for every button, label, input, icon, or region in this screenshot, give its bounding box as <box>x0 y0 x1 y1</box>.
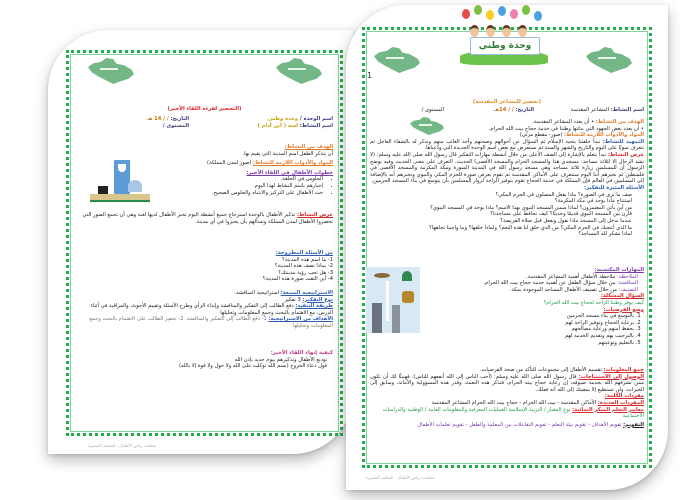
left-page-content <box>70 54 339 432</box>
goal-text: أن يتذكر الطفل اسم المدينة التي يقيم بها. <box>242 150 333 157</box>
question-item: استنتاج ماذا يوجد في مكة المكرمة؟ <box>554 198 632 205</box>
skill-text: ملاحظة الأطفال أهمية المشاعر المقدسة. <box>526 273 616 280</box>
balloon-icon <box>486 10 494 20</box>
activity-value: لعبة ( أين أدام ) <box>257 122 299 129</box>
skill-text: من خلال سؤال الطفل عن أهمية خدمة حجاج بيت الله الحرام. <box>483 280 616 287</box>
evaluation-text: تقويم الأهداف - تقويم بيئة التعلم - تقويم التفاعلات بين المعلمة والطفل - تقويم تعلمات الأطفال <box>417 421 622 428</box>
date-label: التاريخ: <box>170 116 189 122</box>
questions-label: الأسئلة المثيرة للتفكير: <box>584 184 644 191</box>
balloon-icon <box>498 6 506 16</box>
balloon-icon <box>522 5 530 15</box>
balloon-icon <box>510 9 518 19</box>
level-label: المستوى / <box>421 107 444 113</box>
question-item: 2- بماذا تصف هذه المدينة؟ <box>274 263 333 270</box>
question-item: 3- هل تحب رؤية مدينتك؟ <box>278 269 333 276</box>
left-document-page <box>48 30 353 454</box>
activity-label: اسم النشاط: <box>299 122 333 129</box>
closing-label: مفردات الكلمة: <box>604 393 644 400</box>
presentation-text: تذكير الأطفال بالوحدة استرجاع جميع أنشطة اليوم تخبر الأطفال لديها لعبة وهي أن تجمع الصور التي تحضروا الأطفال لمدن المملكة وتسألهم بأن يخبروا في أي مدينة. <box>82 212 333 225</box>
goal-item: أن يعدد بعض الجهود التي بذلتها وطننا في خدمة حجاج بيت الله الحرام. <box>488 125 640 132</box>
data-collection-text: تقسيم الأطفال إلى مجموعات للتأكد من صحة الفرضيات. <box>479 367 602 373</box>
materials-heading: المواد والأدوات اللازمة للنشاط: <box>253 160 333 167</box>
date-label: التاريخ: <box>515 107 534 113</box>
list-item: 4. بالترحيب بهم وتقديم الخدمة لهم <box>444 333 634 340</box>
problem-text: كيف يوفر وطننا الراحة لحجاج بيت الله الحرام؟ <box>543 299 644 306</box>
evaluation-label: التقويم: <box>623 421 644 428</box>
strategy-value: استراتيجية المناقشة. <box>234 290 280 296</box>
list-item: 3. بحفظ أمنهم ورعاية مصالحهم <box>444 326 634 333</box>
unit-value: وحدة وطني <box>267 116 299 122</box>
list-item: • حث الأطفال على التركيز والانتباه والجلوس الصحيح. <box>123 190 323 197</box>
page-number: 1 <box>367 71 373 80</box>
goal-label: الهدف من النشاط: <box>595 119 644 125</box>
data-collection-label: جمع المعلومات: <box>603 367 644 373</box>
question-item: 1- ما اسم هذه المدينة؟ <box>282 256 333 263</box>
right-document-page <box>346 5 668 490</box>
standards-text: نوع المعيار / التربية الإسلامية العمليات المعرفية والمعلومات العامة / الوطنية والدراسات الاجتماعية <box>382 406 644 420</box>
intro-text: نبدأ حلقتنا بتحية الإسلام ثم السؤال عن أحوالهم وصحتهم وأخذ الغائب منهم ونذكر له بالشفاء العاجل ثم نتعرف سويًا على اليوم والتاريخ والشهر والسنة ثم نستعرض مع بعض اسم الوحدة الجديدة التي ودّعناها. <box>370 138 644 152</box>
unit-label: اسم الوحدة / <box>299 116 333 122</box>
skill-label: الملاحظة: <box>616 273 638 280</box>
right-page-footer: معلمات رياض الأطفال - المعلمة المتميزة <box>366 475 435 480</box>
materials-text: (صور لمدن المملكة) <box>206 160 252 167</box>
level-label: المستوى / <box>162 122 189 129</box>
goal-heading: الهدف من النشاط: <box>284 144 333 150</box>
intro-label: التمهيد للنشاط: <box>602 138 644 145</box>
question-item: عندما ندخل إلى المسجد ماذا نقول ونفعل قبل صلاة الفريضة؟ <box>500 217 632 224</box>
balloon-icon <box>474 5 482 15</box>
right-page-content: (تحضير للمشاعر المقدسة) اسم النشاط: المشاعر المقدسة التاريخ: / / 14هـ المستوى / الهدف من النشاط: • أن يعدد المشاعر المقدسة. • أن يعدد بعض الجهود التي بذلتها وطننا في خدمة حجاج بيت الله الحرام. المواد والأدوات اللازمة للنشاط: (صور- مقطع مرئي) التمهيد للنشاط: نبدأ حلقتنا بتحية الإسلام ثم السؤال عن أحوالهم وصحتهم وأخذ الغائب منهم ونذكر له بالشفاء العاجل ثم نتعرف سويًا على اليوم والتاريخ والشهر والسنة ثم نستعرض مع بعض اسم الوحدة الجديدة التي ودّعناها. عرض النشاط: نبدأ بتعلم بالإشارة إلى الصف الأعلى من خلال أنشطة مهارات التفكير قال رسول الله صلى الله عليه وسلم: (لا تشد الرحال إلا لثلاثة مساجد: مسجدي هذا والمسجد الحرام والمسجد الأقصى) الحديث. التعرف على معنى الحديث وفيه يوضح الرسول أن للمسلمين زيارة ثلاثة مساجد وهي مسجد رسول الله في المدينة المنورة ومكة المكرمة والمسجد الأقصى في فلسطين ثم نخبرهم أننا اليوم سنتعرف على الأماكن المقدسة ثم نقوم بعرض صورة للحرم المكي والنبوي ونخبرهم أنه بالإضافة إلى المسلمين في العالم فإن المملكة في خدمة الحجاج تقوم بتوفير الراحة لزوار المسلمين بأن يتوسع في بناء المسجد الحرمين. الأسئلة المثيرة للتفكير: صف ما ترى في الصورة؟ ماذا يفعل المصلون في الحرم المكي؟ استنتاج ماذا يوجد في مكة المكرمة؟ من أين يأتي المعتمرون؟ لماذا سمي المسجد النبوي بهذا الاسم؟ ماذا يوجد في المسجد النبوي؟ قارن بين المسجد النبوي قديمًا وحديثًا؟ كيف نحافظ على مساجدنا؟ عندما ندخل إلى المسجد ماذا نقول ونفعل قبل صلاة الفريضة؟ ما الذي أعجبك في الحرم المكي؟ من الذي خلق لنا هذه النعم؟ ولماذا خلقها؟ وما واجبنا تجاهها؟ لماذا نشكر لله المساجد؟ المهارات المكتسبة: الملاحظة: ملاحظة الأطفال أهمية المشاعر المقدسة. المناقشة: من خلال سؤال الطفل عن أهمية خدمة حجاج بيت الله الحرام. التصنيف: من خلال تصنيف الأطفال المساجد الموجودة بمكة. السؤال المشكلة: كيف يوفر وطننا الراحة لحجاج بيت الله الحرام؟ وضع الفرضيات: 1. بالتوسع في بناء مسجد الحرمين 2. برعاية الحجاج وتوفير الراحة لهم 3. بحفظ أمنهم ورعاية مصالحهم 4. بالترحيب بهم وتقديم الخدمة لهم 5. بالتعليم وتوعيتهم جمع المعلومات: تقسيم الأطفال إلى مجموعات للتأكد من صحة الفرضيات. الوصول إلى الاستنتاجات: قال رسول الله صلى الله عليه وسلم: (أحب الناس إلى الله أنفعهم للناس). فهنيئًا لك أن تكون ممن تشرفهم الله بخدمة ضيوفه، إن رعاية حجاج بيته الحرام، فتذكر هذه النعمة، وقدر هذه المسؤولية والأمانة، وسابق إلى الخيرات، ولن تستطيع إلا بمعيتك إلى الله أنه فعلك. مفردات الكلمة: المفردات الجديدة: الأماكن المقدسة - بيت الله الحرام - حجاج بيت الله الحرام المشاعر المقدسة معايير التعلم المبكر النمائية: نوع المعيار / التربية الإسلامية العمليات المعرفية والمعلومات العامة / الوطنية والدراسات الاجتماعية التقويم: تقويم الأهداف - تقويم بيئة التعلم - تقويم التفاعلات بين المعلمة والطفل - تقويم تعلمات الأطفال <box>366 31 648 464</box>
goal-item: أن يعدد المشاعر المقدسة. <box>531 119 590 125</box>
presentation-label: عرض النشاط: <box>607 151 644 158</box>
list-item: • إخبارهم باسم النشاط لهذا اليوم. <box>123 183 323 190</box>
materials-label: المواد والأدوات اللازمة للنشاط: <box>564 132 644 139</box>
ending-heading: كيفية إنهاء اللقاء الأخير: <box>270 350 333 356</box>
city-skyline-illustration <box>88 160 152 204</box>
question-item: من أين يأتي المعتمرون؟ لماذا سمي المسجد النبوي بهذا الاسم؟ ماذا يوجد في المسجد النبوي؟ <box>430 204 632 211</box>
list-item: 1. بالتوسع في بناء مسجد الحرمين <box>444 313 634 320</box>
skills-heading: المهارات المكتسبة: <box>594 267 644 273</box>
questions-list <box>370 192 644 238</box>
balloon-icon <box>534 11 542 21</box>
right-page-subtitle: (تحضير للمشاعر المقدسة) <box>472 99 542 105</box>
method-label: طريقة التنفيذ: <box>295 303 333 310</box>
date-value: / / 14هـ <box>493 107 514 113</box>
skill-label: التصنيف: <box>618 286 638 293</box>
conclusion-label: الوصول إلى الاستنتاجات: <box>578 373 645 380</box>
list-item: 2. برعاية الحجاج وتوفير الراحة لهم <box>444 320 634 327</box>
objectives-label: الأهداف من الاستراتيجية: <box>268 316 333 323</box>
conclusion-text: قال رسول الله صلى الله عليه وسلم: (أحب الناس إلى الله أنفعهم للناس). فهنيئًا لك أن تكون ممن تشرفهم الله بخدمة ضيوفه، إن رعاية حجاج بيته الحرام، فتذكر هذه النعمة، وقدر هذه المسؤولية والأمانة، وسابق إلى الخيرات، ولن تستطيع إلا بمعيتك إلى الله أنه فعلك. <box>370 373 644 393</box>
unit-banner-title: وحدة وطني <box>470 37 540 55</box>
left-page-footer: معلمات رياض الأطفال - المعلمة المتميزة <box>88 443 157 448</box>
list-item: 5. بالتعليم وتوعيتهم <box>444 340 634 347</box>
standards-label: معايير التعلم المبكر النمائية: <box>572 406 644 413</box>
balloon-icon <box>462 9 470 19</box>
thinking-label: نوع التفكير: <box>302 296 333 303</box>
question-item: ما الذي أعجبك في الحرم المكي؟ من الذي خلق لنا هذه النعم؟ ولماذا خلقها؟ وما واجبنا تجاهها؟ <box>429 224 632 231</box>
objectives-text: 1- دفع الطالب إلى التفكير والمناقشة. 2- تحفيز الطالب على الاهتمام بالبحث وجمع المعلومات وتحليلها <box>89 316 333 329</box>
thinking-value: 3 تفكير <box>284 296 301 303</box>
list-item: • الجلوس في الحلقة. <box>123 176 323 183</box>
date-value: / / 14 هـ <box>146 116 169 122</box>
question-item: قارن بين المسجد النبوي قديمًا وحديثًا؟ كيف نحافظ على مساجدنا؟ <box>490 211 632 218</box>
hypotheses-label: وضع الفرضيات: <box>603 306 644 313</box>
presentation-label: عرض النشاط: <box>296 212 333 218</box>
question-item: صف ما ترى في الصورة؟ ماذا يفعل المصلون في الحرم المكي؟ <box>495 191 632 198</box>
skill-label: المناقشة: <box>617 280 638 287</box>
steps-list <box>123 176 333 196</box>
hypotheses-list <box>444 313 644 346</box>
problem-label: السؤال المشكلة: <box>600 293 644 300</box>
materials-value: (صور- مقطع مرئي) <box>519 132 563 139</box>
questions-heading: من الأسئلة المطروحة: <box>275 250 333 256</box>
question-item: لماذا نشكر لله المساجد؟ <box>578 231 632 238</box>
question-item: 4- أين التقت صورة هذه المدينة؟ <box>262 276 333 283</box>
vocab-text: الأماكن المقدسة - بيت الله الحرام - حجاج بيت الله الحرام المشاعر المقدسة <box>431 399 597 406</box>
left-page-title: (التحضير لقرءة اللقاء الأخير) <box>167 106 242 112</box>
skill-text: من خلال تصنيف الأطفال المساجد الموجودة بمكة. <box>509 286 617 293</box>
ending-line: توديع الأطفال وتذكيرهم بيوم جديد بإذن الله <box>234 356 327 363</box>
method-text: دفع الطالب إلى التفكير والمناقشة وإبداء الرأي وطرح الأسئلة وتقييم الأجوبة، والمراقبة في أثناء الدرس، مع الاهتمام بالبحث وجمع المعلومات وتحليلها <box>90 303 333 316</box>
presentation-text: نبدأ بتعلم بالإشارة إلى الصف الأعلى من خلال أنشطة مهارات التفكير قال رسول الله صلى الله عليه وسلم: (لا تشد الرحال إلا لثلاثة مساجد: مسجدي هذا والمسجد الحرام والمسجد الأقصى) الحديث. التعرف على معنى الحديث وفيه يوضح الرسول أن للمسلمين زيارة ثلاثة مساجد وهي مسجد رسول الله في المدينة المنورة ومكة المكرمة والمسجد الأقصى في فلسطين ثم نخبرهم أننا اليوم سنتعرف على الأماكن المقدسة ثم نقوم بعرض صورة للحرم المكي والنبوي ونخبرهم أنه بالإضافة إلى المسلمين في العالم فإن المملكة في خدمة الحجاج تقوم بتوفير الراحة لزوار المسلمين بأن يتوسع في بناء المسجد الحرمين. <box>370 151 644 185</box>
activity-label: اسم النشاط: <box>610 107 644 113</box>
strategy-label: الاستراتيجية المتبعة: <box>280 290 333 296</box>
activity-value: المشاعر المقدسة <box>570 107 610 113</box>
vocab-label: المفردات الجديدة: <box>597 399 644 406</box>
steps-heading: خطوات الأطفال في اللقاء الأخير: <box>246 169 333 176</box>
ending-line: قول دعاء الخروج (بسم الله توكلت على الله ولا حول ولا قوة إلا بالله) <box>179 363 327 370</box>
holy-sites-illustration <box>366 267 420 333</box>
